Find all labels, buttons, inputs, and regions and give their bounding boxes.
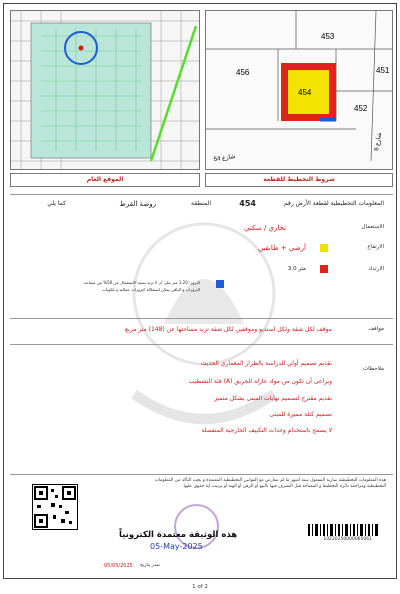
parking-value: موقف لكل شقة ولكل استديو وموقفين لكل شقة تزيد مساحتها عن (148) متر مربع — [125, 326, 332, 333]
projection-color-swatch — [216, 280, 224, 288]
header-title: المعلومات التخطيطية لقطعة الأرض رقم — [283, 200, 384, 207]
height-label: الارتفاع — [367, 244, 384, 250]
header-extra: كما يلي — [47, 200, 66, 207]
side-street-label: شارع 6 — [374, 132, 384, 152]
barcode-icon — [308, 524, 378, 536]
setback-label: الارتداد — [368, 266, 384, 272]
area-label: المنطقة — [191, 200, 211, 207]
height-color-swatch — [320, 244, 328, 252]
stamp-text: هذه الوثيقة معتمدة الكترونياً — [119, 530, 238, 540]
plot-top-label: 453 — [321, 32, 335, 41]
use-label: الاستعمال — [361, 224, 384, 230]
date-stamp: 05-May-2025 — [150, 542, 203, 551]
street-label: شارع 54 — [213, 154, 236, 163]
setback-value: 3.0 متر — [287, 266, 306, 272]
projection-note-line1: البروز: 1.20 متر على أن لا تزيد نسبة الاستعمال عن 50% من مساحة — [83, 280, 200, 285]
note-item-4: تصميم كتلة مميزة للمبنى — [269, 411, 332, 418]
document-page — [3, 3, 397, 579]
note-item-3: تقديم مقترح لتصميم نهايات المبنى بشكل متميز — [214, 395, 332, 402]
general-location-map — [10, 10, 200, 170]
setback-color-swatch — [320, 265, 328, 273]
plot-bottom-right-label: 452 — [354, 104, 368, 113]
plot-plan-map — [205, 10, 393, 170]
note-item-5: لا يسمح باستخدام وحدات التكييف الخارجية المنفصلة — [201, 427, 332, 434]
notes-label: ملاحظات — [363, 366, 384, 372]
note-item-1: تقديم تصميم أولي للدراسة بالطراز المعماري الحديث — [200, 360, 332, 367]
page-number: 1 of 2 — [192, 584, 208, 590]
plot-left-label: 456 — [236, 68, 250, 77]
issue-label: صدر بتاريخ — [140, 563, 161, 568]
general-map-caption: الموقع العام — [10, 173, 200, 187]
plot-right-label: 451 — [376, 66, 390, 75]
barcode-number: 10220250000065061 — [323, 537, 372, 542]
parking-label: مواقف — [368, 326, 384, 332]
footer-disclaimer: هذه المعلومات التخطيطية سارية المفعول ستة أشهر ما لم تتعارض مع القوانين التخطيطية المعتمدة و يجب التأكد من المعلومات التخطيطية ومراجعة دائرة التخطيط و المساحة قبل التصرف فيها بالبيع أو الرهن أو الهبة أو ترتيب أية حقوق عليها — [154, 478, 386, 490]
plot-number: 454 — [239, 199, 256, 208]
use-value: تجاري / سكني — [244, 224, 286, 232]
projection-note-line2: البروزات و الباقي يمكن استغلاله كبروزات جمالية و بلكونات — [102, 287, 200, 292]
area-value: روضة القرط — [119, 200, 156, 208]
plot-center-label: 454 — [298, 88, 312, 97]
qr-code-icon — [32, 484, 78, 530]
issue-date: 05/05/2025 — [104, 563, 133, 569]
note-item-2: فئة التشطيب (A) ويراعى أن تكون من مواد عازلة للحريق — [188, 378, 332, 385]
height-value: أرضي + طابقين — [257, 244, 306, 252]
plot-plan-caption: شروط التخطيط للقطعة — [205, 173, 393, 187]
